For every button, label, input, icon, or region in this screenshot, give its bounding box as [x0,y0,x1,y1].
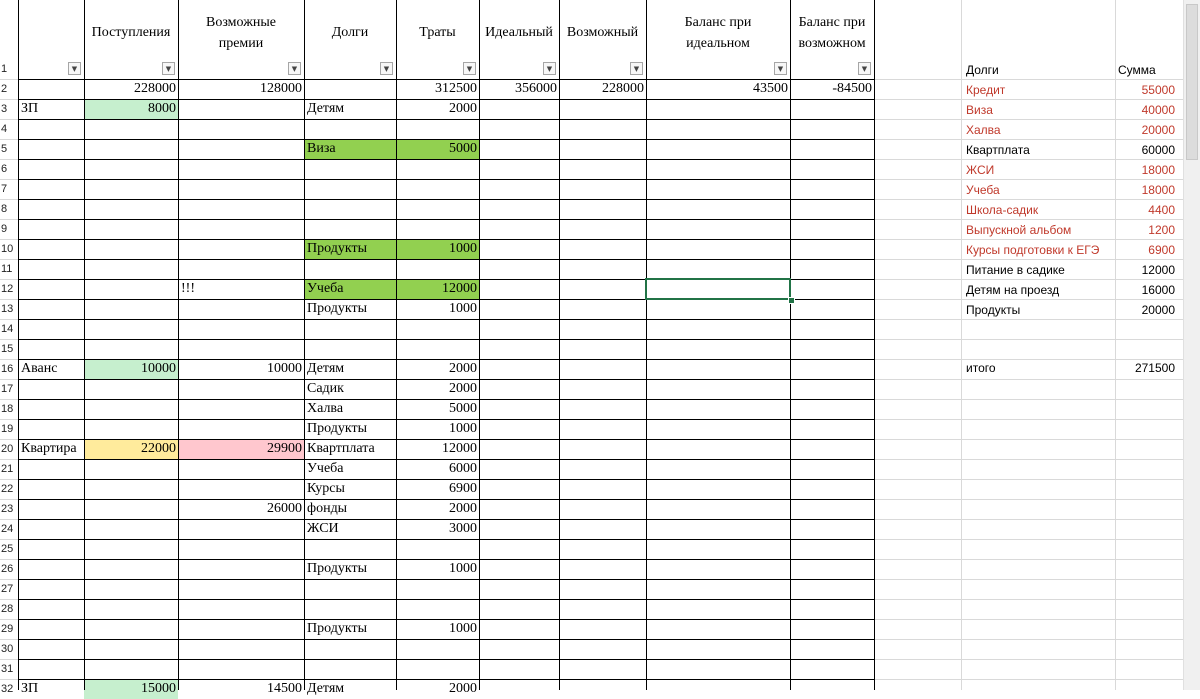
debt-amount[interactable]: 4400 [1148,203,1175,217]
row-number[interactable]: 16 [1,363,14,375]
grid-vline [559,0,560,690]
rownum-hline [0,419,18,420]
cell-D5[interactable]: Виза [307,141,336,156]
cell-D17[interactable]: Садик [307,381,344,396]
grid-hline [18,159,875,160]
light-hline [875,459,1183,460]
row-number[interactable]: 6 [1,163,8,175]
debt-amount[interactable]: 40000 [1141,103,1175,117]
rownum-hline [0,399,18,400]
row-number[interactable]: 18 [1,403,14,415]
grid-hline [18,179,875,180]
cell-E19[interactable]: 1000 [449,421,477,436]
rownum-hline [0,359,18,360]
grid-vline [790,0,791,690]
cell-D13[interactable]: Продукты [307,301,367,316]
debts-header-sum[interactable]: Сумма [1118,63,1156,77]
cell-E32[interactable]: 2000 [449,681,477,696]
grid-hline [18,639,875,640]
cell-F2[interactable]: 356000 [515,81,557,96]
light-hline [875,339,1183,340]
light-hline [875,379,1183,380]
cell-E18[interactable]: 5000 [449,401,477,416]
light-hline [875,539,1183,540]
light-hline [875,679,1183,680]
grid-hline [18,339,875,340]
light-hline [875,599,1183,600]
debt-name[interactable]: Квартплата [966,143,1030,157]
row-number[interactable]: 15 [1,343,14,355]
rownum-hline [0,459,18,460]
cell-E3[interactable]: 2000 [449,101,477,116]
row-number[interactable]: 24 [1,523,14,535]
row-number[interactable]: 25 [1,543,14,555]
row-number[interactable]: 2 [1,83,8,95]
row-number[interactable]: 22 [1,483,14,495]
cell-C20[interactable]: 29900 [267,441,302,456]
filter-dropdown-icon[interactable]: ▼ [463,62,476,75]
debts-total-amount[interactable]: 271500 [1134,361,1175,375]
cell-B16[interactable]: 10000 [141,361,176,376]
cell-B20[interactable]: 22000 [141,441,176,456]
debt-amount[interactable]: 60000 [1141,143,1175,157]
rownum-hline [0,579,18,580]
row-number[interactable]: 26 [1,563,14,575]
row-number[interactable]: 17 [1,383,14,395]
rownum-hline [0,559,18,560]
rownum-hline [0,299,18,300]
rownum-hline [0,619,18,620]
row-number[interactable]: 30 [1,643,14,655]
debt-name[interactable]: Курсы подготовки к ЕГЭ [966,243,1100,257]
light-hline [875,479,1183,480]
debt-amount[interactable]: 55000 [1141,83,1175,97]
cell-D26[interactable]: Продукты [307,561,367,576]
light-hline [875,439,1183,440]
cell-E23[interactable]: 2000 [449,501,477,516]
row-number[interactable]: 20 [1,443,14,455]
rownum-hline [0,199,18,200]
cell-D10[interactable]: Продукты [307,241,367,256]
column-header[interactable]: Возможный [566,25,639,40]
rownum-hline [0,99,18,100]
grid-vline [874,0,875,690]
filter-dropdown-icon[interactable]: ▼ [380,62,393,75]
rownum-hline [0,259,18,260]
scroll-thumb[interactable] [1186,4,1198,160]
light-vline [1115,0,1116,690]
cell-D24[interactable]: ЖСИ [307,521,339,536]
filter-dropdown-icon[interactable]: ▼ [774,62,787,75]
row-number[interactable]: 21 [1,463,14,475]
rownum-hline [0,139,18,140]
grid-vline [479,0,480,690]
row-number[interactable]: 1 [1,63,8,75]
cell-E12[interactable]: 12000 [442,281,477,296]
debt-name[interactable]: Школа-садик [966,203,1039,217]
rownum-hline [0,539,18,540]
column-header[interactable]: Траты [419,25,456,40]
cell-B3[interactable]: 8000 [148,101,176,116]
debt-name[interactable]: Виза [966,103,993,117]
cell-D22[interactable]: Курсы [307,481,345,496]
cell-D12[interactable]: Учеба [307,281,344,296]
row-number[interactable]: 3 [1,103,8,115]
debt-amount[interactable]: 20000 [1141,123,1175,137]
debt-amount[interactable]: 20000 [1141,303,1175,317]
cell-G2[interactable]: 228000 [602,81,644,96]
row-number[interactable]: 32 [1,683,14,695]
column-header[interactable]: Поступления [91,25,171,40]
grid-hline [18,259,875,260]
cell-C32[interactable]: 14500 [267,681,302,696]
row-number[interactable]: 31 [1,663,14,675]
row-number[interactable]: 29 [1,623,14,635]
cell-E10[interactable]: 1000 [449,241,477,256]
grid-vline [646,0,647,690]
filter-dropdown-icon[interactable]: ▼ [288,62,301,75]
rownum-hline [0,79,18,80]
light-hline [875,519,1183,520]
rownum-hline [0,499,18,500]
cell-D32[interactable]: Детям [307,681,345,696]
debt-name[interactable]: Учеба [966,183,1000,197]
cell-A16[interactable]: Аванс [21,361,58,376]
cell-D29[interactable]: Продукты [307,621,367,636]
cell-E17[interactable]: 2000 [449,381,477,396]
cell-E21[interactable]: 6000 [449,461,477,476]
vertical-scrollbar[interactable] [1183,0,1200,690]
grid-hline [18,119,875,120]
rownum-hline [0,599,18,600]
rownum-hline [0,639,18,640]
cell-E2[interactable]: 312500 [435,81,477,96]
rownum-hline [0,379,18,380]
row-number[interactable]: 4 [1,123,8,135]
cell-E5[interactable]: 5000 [449,141,477,156]
column-header[interactable]: Баланс при возможном [798,14,866,51]
debts-total-label[interactable]: итого [966,361,996,375]
cell-C12[interactable]: !!! [181,281,195,296]
row-number[interactable]: 13 [1,303,14,315]
filter-dropdown-icon[interactable]: ▼ [543,62,556,75]
grid-hline [18,539,875,540]
grid-hline [18,599,875,600]
light-vline [961,0,962,690]
rownum-hline [0,439,18,440]
row-number[interactable]: 11 [1,263,13,275]
cell-E26[interactable]: 1000 [449,561,477,576]
filter-dropdown-icon[interactable]: ▼ [68,62,81,75]
debt-amount[interactable]: 1200 [1148,223,1175,237]
rownum-hline [0,339,18,340]
cell-C23[interactable]: 26000 [267,501,302,516]
debt-name[interactable]: Кредит [966,83,1006,97]
rownum-hline [0,659,18,660]
cell-D3[interactable]: Детям [307,101,345,116]
debt-name[interactable]: Питание в садике [966,263,1065,277]
row-number[interactable]: 14 [1,323,14,335]
debt-name[interactable]: ЖСИ [966,163,995,177]
rownum-hline [0,479,18,480]
debt-name[interactable]: Выпускной альбом [966,223,1072,237]
filter-dropdown-icon[interactable]: ▼ [858,62,871,75]
grid-hline [18,659,875,660]
debt-amount[interactable]: 6900 [1148,243,1175,257]
cell-I2[interactable]: -84500 [832,81,872,96]
cell-C16[interactable]: 10000 [267,361,302,376]
column-header[interactable]: Возможные премии [206,14,276,51]
light-hline [875,399,1183,400]
cell-D21[interactable]: Учеба [307,461,344,476]
rownum-hline [0,119,18,120]
cell-E16[interactable]: 2000 [449,361,477,376]
filter-dropdown-icon[interactable]: ▼ [162,62,175,75]
cell-A32[interactable]: ЗП [21,681,39,696]
column-header[interactable]: Долги [331,25,369,40]
light-hline [875,639,1183,640]
cell-A3[interactable]: ЗП [21,101,39,116]
cell-B32[interactable]: 15000 [141,681,176,696]
row-number[interactable]: 10 [1,243,14,255]
row-number[interactable]: 19 [1,423,14,435]
light-hline [875,659,1183,660]
grid-vline [178,0,179,690]
debts-header-name[interactable]: Долги [966,63,999,77]
debt-name[interactable]: Халва [966,123,1001,137]
row-number[interactable]: 28 [1,603,14,615]
cell-E29[interactable]: 1000 [449,621,477,636]
column-header[interactable]: Баланс при идеальном [684,14,752,51]
row-number[interactable]: 8 [1,203,8,215]
cell-C2[interactable]: 128000 [260,81,302,96]
fill-handle[interactable] [788,297,795,304]
cell-E13[interactable]: 1000 [449,301,477,316]
debt-name[interactable]: Продукты [966,303,1021,317]
debt-amount[interactable]: 16000 [1141,283,1175,297]
grid-hline [18,219,875,220]
rownum-hline [0,219,18,220]
cell-D23[interactable]: фонды [307,501,348,516]
debt-name[interactable]: Детям на проезд [966,283,1060,297]
rownum-hline [0,179,18,180]
light-hline [875,499,1183,500]
row-number[interactable]: 12 [1,283,14,295]
light-hline [875,419,1183,420]
cell-E24[interactable]: 3000 [449,521,477,536]
cell-E20[interactable]: 12000 [442,441,477,456]
rownum-hline [0,159,18,160]
cell-D20[interactable]: Квартплата [307,441,375,456]
grid-hline [18,319,875,320]
cell-D19[interactable]: Продукты [307,421,367,436]
row-number[interactable]: 9 [1,223,8,235]
debt-amount[interactable]: 18000 [1141,163,1175,177]
debt-amount[interactable]: 12000 [1141,263,1175,277]
row-number[interactable]: 23 [1,503,14,515]
selected-cell-outline [645,278,791,300]
rownum-hline [0,319,18,320]
cell-E22[interactable]: 6900 [449,481,477,496]
light-hline [875,559,1183,560]
light-hline [875,619,1183,620]
light-hline [875,579,1183,580]
rownum-hline [0,279,18,280]
cell-A20[interactable]: Квартира [21,441,77,456]
row-number[interactable]: 5 [1,143,8,155]
rownum-hline [0,519,18,520]
cell-D18[interactable]: Халва [307,401,344,416]
cell-D16[interactable]: Детям [307,361,345,376]
row-number[interactable]: 27 [1,583,14,595]
rownum-hline [0,679,18,680]
grid-hline [18,199,875,200]
debt-amount[interactable]: 18000 [1141,183,1175,197]
cell-B2[interactable]: 228000 [134,81,176,96]
grid-hline [18,579,875,580]
filter-dropdown-icon[interactable]: ▼ [630,62,643,75]
rownum-hline [0,239,18,240]
cell-H2[interactable]: 43500 [753,81,788,96]
row-number[interactable]: 7 [1,183,8,195]
column-header[interactable]: Идеальный [485,25,553,40]
